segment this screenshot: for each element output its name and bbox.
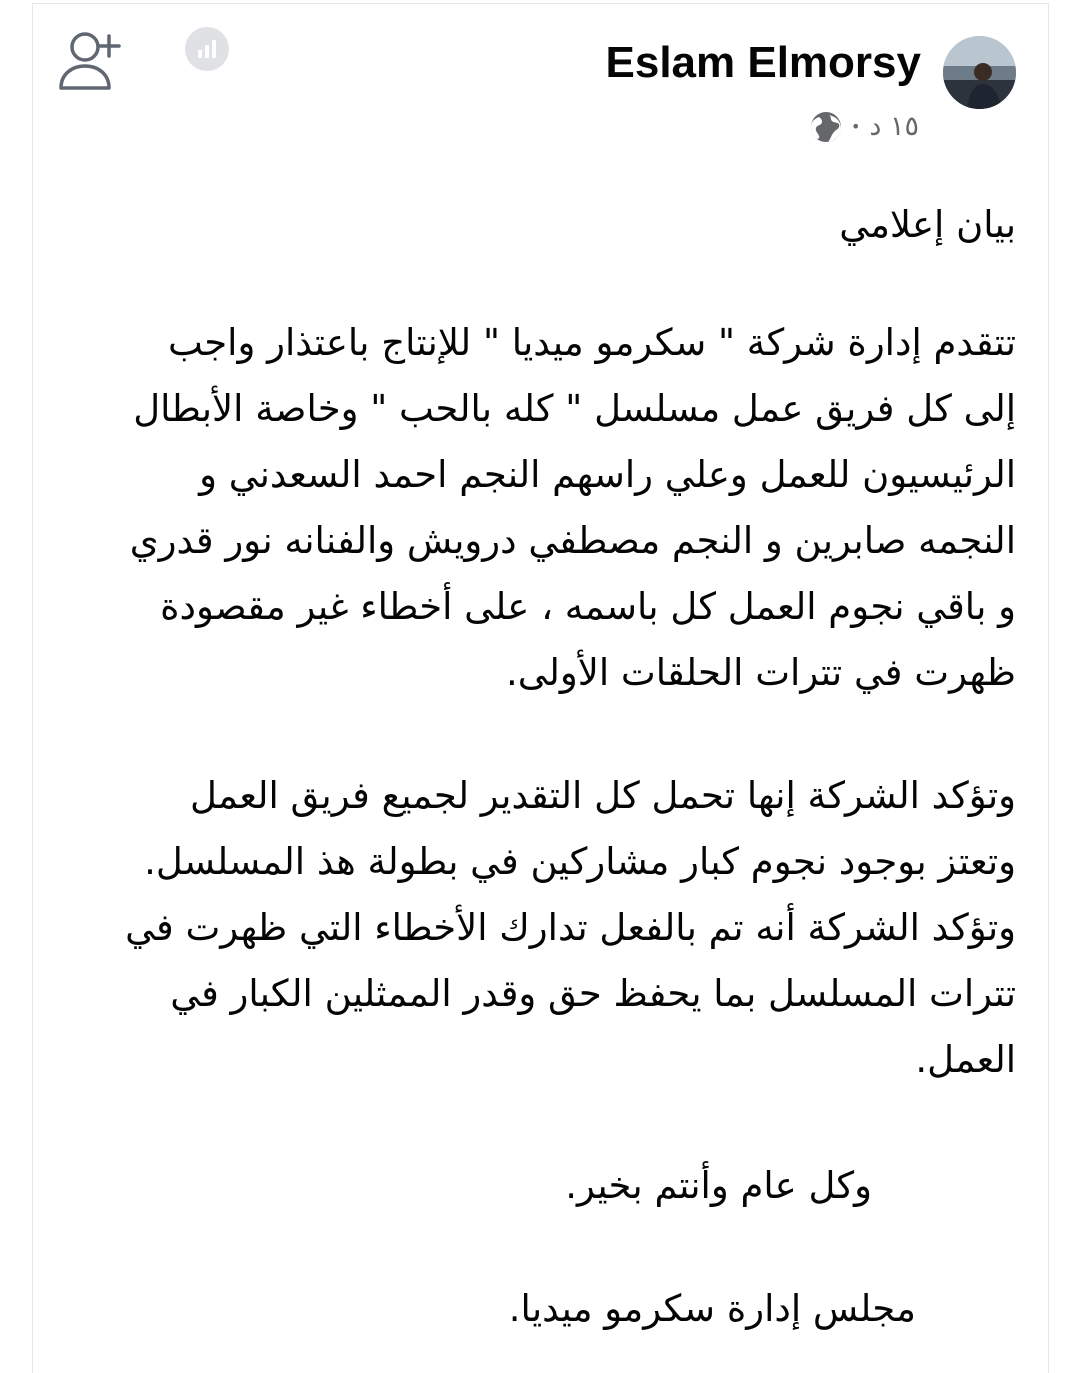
post-signature xyxy=(60,1276,916,1342)
post-paragraph-1 xyxy=(60,310,1016,706)
post-heading xyxy=(60,192,1016,258)
post-time[interactable]: ١٥ د xyxy=(869,111,919,142)
text-line: تتقدم إدارة شركة " سكرمو ميديا " للإنتاج باعتذار واجب xyxy=(167,321,1016,364)
text-line: و باقي نجوم العمل كل باسمه ، على أخطاء غير مقصودة xyxy=(160,585,1016,628)
text-line: النجمه صابرين و النجم مصطفي درويش والفنانه نور قدري xyxy=(129,519,1016,562)
text-line: الرئيسيون للعمل وعلي راسهم النجم احمد السعدني و xyxy=(199,453,1016,496)
post-meta xyxy=(810,108,919,146)
stats-button[interactable] xyxy=(185,27,229,71)
post-paragraph-2 xyxy=(60,763,1016,1093)
bar-chart-icon xyxy=(196,38,218,60)
text-line: تترات المسلسل بما يحفظ حق وقدر الممثلين الكبار في xyxy=(170,972,1016,1015)
closing-text: وكل عام وأنتم بخير. xyxy=(565,1164,872,1207)
text-line: العمل. xyxy=(915,1038,1016,1081)
add-friend-icon[interactable] xyxy=(58,30,124,92)
text-line: وتؤكد الشركة أنه تم بالفعل تدارك الأخطاء التي ظهرت في xyxy=(125,906,1016,949)
avatar[interactable] xyxy=(943,36,1016,109)
text-line: وتعتز بوجود نجوم كبار مشاركين في بطولة هذ المسلسل. xyxy=(144,840,1016,883)
heading-text: بيان إعلامي xyxy=(839,203,1016,246)
text-line: إلى كل فريق عمل مسلسل " كله بالحب " وخاصة الأبطال xyxy=(133,387,1016,430)
text-line: ظهرت في تترات الحلقات الأولى. xyxy=(506,651,1016,694)
signature-text: مجلس إدارة سكرمو ميديا. xyxy=(508,1287,916,1330)
post-closing xyxy=(60,1153,872,1219)
globe-icon[interactable] xyxy=(810,111,842,143)
text-line: وتؤكد الشركة إنها تحمل كل التقدير لجميع فريق العمل xyxy=(189,774,1016,817)
meta-separator: • xyxy=(850,117,861,136)
author-name[interactable]: Eslam Elmorsy xyxy=(605,38,921,87)
